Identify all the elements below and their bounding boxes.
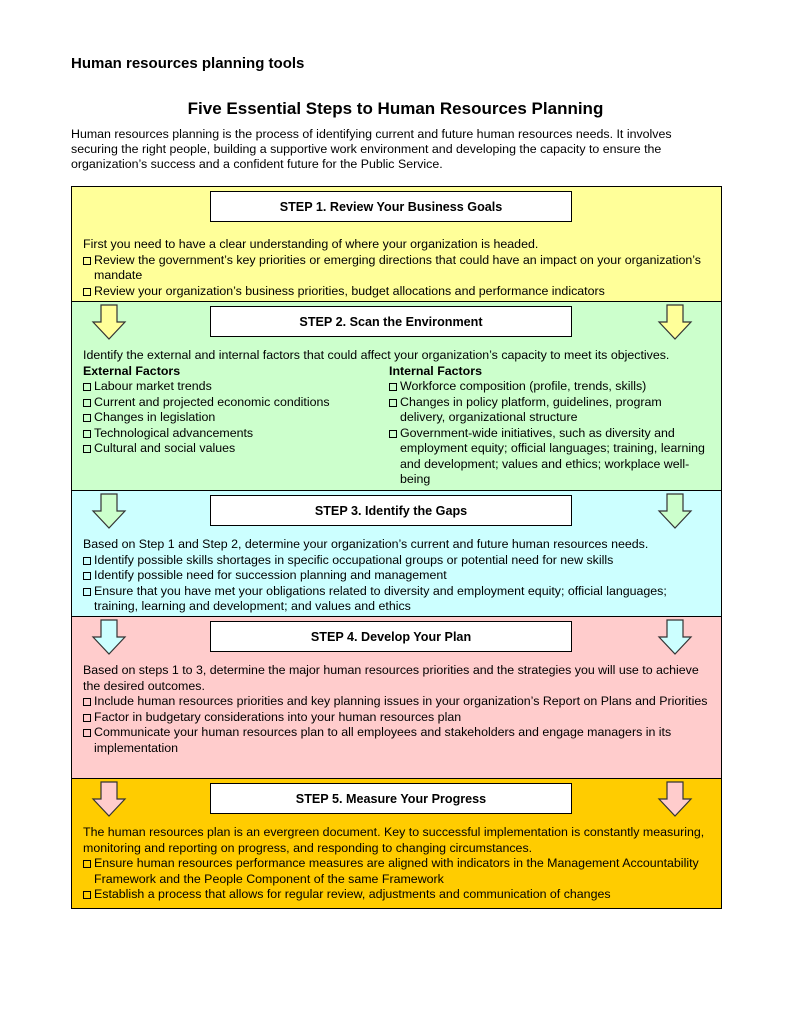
step-2-body [83, 348, 711, 488]
checkbox-bullet-icon [83, 557, 91, 565]
list-item-text: Include human resources priorities and key planning issues in your organization’s Report on Plans and Priorities [94, 694, 708, 708]
down-arrow-icon [90, 619, 128, 655]
list-item-text: Technological advancements [94, 425, 254, 440]
checkbox-bullet-icon [83, 445, 91, 453]
down-arrow-icon [90, 493, 128, 529]
checkbox-bullet-icon [83, 860, 91, 868]
list-item-text: Cultural and social values [94, 441, 236, 455]
checkbox-bullet-icon [83, 729, 91, 737]
list-item-text: Identify possible need for succession planning and management [94, 568, 447, 582]
list-item [83, 584, 711, 615]
list-item [83, 395, 389, 411]
document-title: Five Essential Steps to Human Resources Planning [187, 99, 604, 118]
checkbox-bullet-icon [83, 714, 91, 722]
list-item [83, 856, 711, 887]
step-1-intro: First you need to have a clear understanding of where your organization is headed. [83, 237, 539, 251]
step-3-section [71, 491, 722, 617]
checkbox-bullet-icon [83, 572, 91, 580]
checkbox-bullet-icon [83, 588, 91, 596]
list-item-text: Ensure human resources performance measures are aligned with indicators in the Management Accountability Framework and the People Component of the same Framework [94, 856, 699, 886]
intro-paragraph: Human resources planning is the process of identifying current and future human resources needs. It involves securing the right people, building a supportive work environment and developing the capacity to ensure the organization’s success and a confident future for the Public Service. [71, 127, 672, 171]
list-item [83, 725, 711, 756]
step-3-body [83, 537, 711, 615]
checkbox-bullet-icon [389, 430, 397, 438]
list-item-text: Changes in legislation [94, 410, 216, 424]
down-arrow-icon [90, 304, 128, 340]
step-4-section [71, 617, 722, 779]
list-item-text: Review the government’s key priorities or emerging directions that could have an impact on your organization’s mandate [94, 252, 702, 282]
checkbox-bullet-icon [83, 430, 91, 438]
step-1-body [83, 237, 711, 299]
checkbox-bullet-icon [83, 399, 91, 407]
internal-factors-heading: Internal Factors [389, 363, 482, 378]
list-item-text: Communicate your human resources plan to all employees and stakeholders and engage managers in its implementation [94, 725, 672, 755]
list-item [83, 253, 711, 284]
step-2-intro: Identify the external and internal factors that could affect your organization’s capacity to meet its objectives. [83, 348, 670, 362]
list-item-text: Labour market trends [94, 379, 212, 393]
list-item [389, 426, 709, 488]
list-item-text: Factor in budgetary considerations into your human resources plan [94, 709, 462, 724]
step-2-title: STEP 2. Scan the Environment [210, 306, 572, 337]
list-item [83, 441, 389, 457]
step-4-intro: Based on steps 1 to 3, determine the major human resources priorities and the strategies you will use to achieve the desired outcomes. [83, 663, 699, 693]
checkbox-bullet-icon [83, 288, 91, 296]
checkbox-bullet-icon [389, 383, 397, 391]
list-item-text: Ensure that you have met your obligations related to diversity and employment equity; official languages; training, learning and development; and values and ethics [94, 583, 667, 613]
checkbox-bullet-icon [83, 414, 91, 422]
list-item-text: Current and projected economic conditions [94, 394, 330, 409]
list-item [83, 694, 711, 710]
list-item [83, 410, 389, 426]
list-item-text: Changes in policy platform, guidelines, program delivery, organizational structure [400, 394, 662, 424]
checkbox-bullet-icon [83, 891, 91, 899]
internal-factors-column [389, 364, 709, 488]
step-4-body [83, 663, 711, 756]
document-heading: Human resources planning tools [71, 55, 305, 72]
step-2-section [71, 302, 722, 491]
external-factors-column [83, 364, 389, 488]
list-item [389, 379, 709, 395]
down-arrow-icon [656, 781, 694, 817]
step-3-intro: Based on Step 1 and Step 2, determine your organization’s current and future human resources needs. [83, 537, 649, 551]
list-item [389, 395, 709, 426]
list-item-text: Establish a process that allows for regular review, adjustments and communication of changes [94, 887, 611, 901]
list-item-text: Identify possible skills shortages in specific occupational groups or potential need for new skills [94, 552, 614, 567]
list-item [83, 710, 711, 726]
list-item [83, 379, 389, 395]
checkbox-bullet-icon [389, 399, 397, 407]
down-arrow-icon [656, 493, 694, 529]
step-1-section [71, 186, 722, 302]
step-3-title: STEP 3. Identify the Gaps [210, 495, 572, 526]
step-5-title: STEP 5. Measure Your Progress [210, 783, 572, 814]
step-1-bullets [83, 253, 711, 300]
list-item [83, 284, 711, 300]
list-item-text: Government-wide initiatives, such as diversity and employment equity; official languages; training, learning and development; values and ethics; workplace well-being [400, 425, 705, 486]
list-item [83, 553, 711, 569]
down-arrow-icon [656, 304, 694, 340]
checkbox-bullet-icon [83, 257, 91, 265]
list-item [83, 426, 389, 442]
list-item-text: Review your organization’s business priorities, budget allocations and performance indicators [94, 283, 605, 298]
external-factors-heading: External Factors [83, 363, 181, 378]
checkbox-bullet-icon [83, 698, 91, 706]
step-4-title: STEP 4. Develop Your Plan [210, 621, 572, 652]
steps-container [71, 186, 722, 909]
step-5-section [71, 779, 722, 909]
list-item-text: Workforce composition (profile, trends, skills) [400, 379, 647, 393]
checkbox-bullet-icon [83, 383, 91, 391]
down-arrow-icon [90, 781, 128, 817]
down-arrow-icon [656, 619, 694, 655]
list-item [83, 887, 711, 903]
list-item [83, 568, 711, 584]
step-5-intro: The human resources plan is an evergreen document. Key to successful implementation is constantly measuring, monitoring and reporting on progress, and responding to changing circumstances. [83, 825, 705, 855]
step-5-body [83, 825, 711, 903]
step-1-title: STEP 1. Review Your Business Goals [210, 191, 572, 222]
